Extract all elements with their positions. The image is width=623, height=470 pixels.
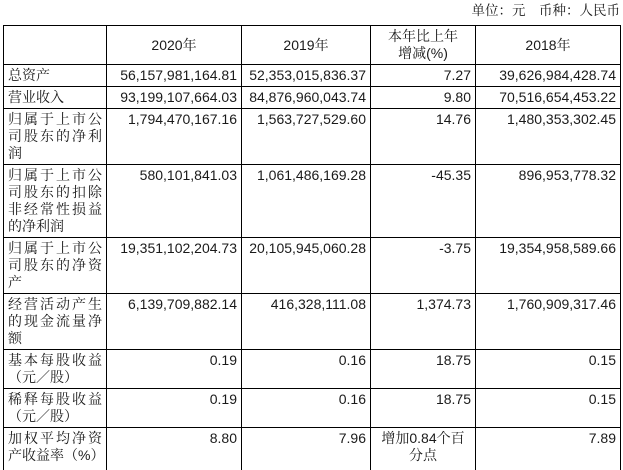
row-label: 基本每股收益（元／股） <box>4 350 107 389</box>
header-year-2018: 2018年 <box>476 26 621 65</box>
row-label: 经营活动产生的现金流量净额 <box>4 294 107 350</box>
row-label: 归属于上市公司股东的净资产 <box>4 238 107 294</box>
financial-summary-table <box>3 25 621 470</box>
table-row-total-assets <box>4 65 621 87</box>
table-row-operating-cash-flow <box>4 294 621 350</box>
value-2020: 56,157,981,164.81 <box>107 65 242 87</box>
table-header-row <box>4 26 621 65</box>
value-2018: 7.89 <box>476 428 621 470</box>
value-2018: 0.15 <box>476 389 621 428</box>
value-change: 9.80 <box>371 87 476 109</box>
value-2020: 580,101,841.03 <box>107 165 242 238</box>
value-change: 增加0.84个百分点 <box>371 428 476 470</box>
header-year-2020: 2020年 <box>107 26 242 65</box>
table-row-net-profit-attributable <box>4 109 621 165</box>
table-row-net-assets-attributable <box>4 238 621 294</box>
header-year-2019: 2019年 <box>242 26 371 65</box>
table-row-diluted-eps <box>4 389 621 428</box>
table-row-net-profit-deducting-nonrecurring <box>4 165 621 238</box>
value-2019: 0.16 <box>242 350 371 389</box>
header-yoy-change <box>371 26 476 65</box>
value-2020: 93,199,107,664.03 <box>107 87 242 109</box>
row-label: 总资产 <box>4 65 107 87</box>
value-2018: 39,626,984,428.74 <box>476 65 621 87</box>
header-blank-cell <box>4 26 107 65</box>
value-change: 18.75 <box>371 350 476 389</box>
value-change: -45.35 <box>371 165 476 238</box>
value-2019: 416,328,111.08 <box>242 294 371 350</box>
value-2020: 1,794,470,167.16 <box>107 109 242 165</box>
value-2018: 19,354,958,589.66 <box>476 238 621 294</box>
value-change: 1,374.73 <box>371 294 476 350</box>
value-change: 7.27 <box>371 65 476 87</box>
row-label: 归属于上市公司股东的扣除非经常性损益的净利润 <box>4 165 107 238</box>
value-2019: 1,563,727,529.60 <box>242 109 371 165</box>
value-change: 18.75 <box>371 389 476 428</box>
value-2018: 1,760,909,317.46 <box>476 294 621 350</box>
value-2020: 0.19 <box>107 350 242 389</box>
value-2020: 8.80 <box>107 428 242 470</box>
row-label: 归属于上市公司股东的净利润 <box>4 109 107 165</box>
unit-currency-note: 单位：元 币种：人民币 <box>471 3 620 18</box>
value-2018: 0.15 <box>476 350 621 389</box>
value-2018: 70,516,654,453.22 <box>476 87 621 109</box>
value-change: -3.75 <box>371 238 476 294</box>
value-2019: 20,105,945,060.28 <box>242 238 371 294</box>
value-2019: 7.96 <box>242 428 371 470</box>
row-label: 加权平均净资产收益率（%） <box>4 428 107 470</box>
value-2018: 896,953,778.32 <box>476 165 621 238</box>
row-label: 营业收入 <box>4 87 107 109</box>
value-2019: 52,353,015,836.37 <box>242 65 371 87</box>
row-label: 稀释每股收益（元／股） <box>4 389 107 428</box>
table-row-operating-revenue <box>4 87 621 109</box>
value-2019: 1,061,486,169.28 <box>242 165 371 238</box>
header-yoy-change-line2: 增减(%) <box>398 45 448 61</box>
value-2019: 0.16 <box>242 389 371 428</box>
value-2020: 19,351,102,204.73 <box>107 238 242 294</box>
header-yoy-change-line1: 本年比上年 <box>388 28 458 44</box>
table-row-weighted-avg-roe <box>4 428 621 470</box>
value-change: 14.76 <box>371 109 476 165</box>
table-row-basic-eps <box>4 350 621 389</box>
value-2018: 1,480,353,302.45 <box>476 109 621 165</box>
value-2020: 6,139,709,882.14 <box>107 294 242 350</box>
value-2019: 84,876,960,043.74 <box>242 87 371 109</box>
value-2020: 0.19 <box>107 389 242 428</box>
